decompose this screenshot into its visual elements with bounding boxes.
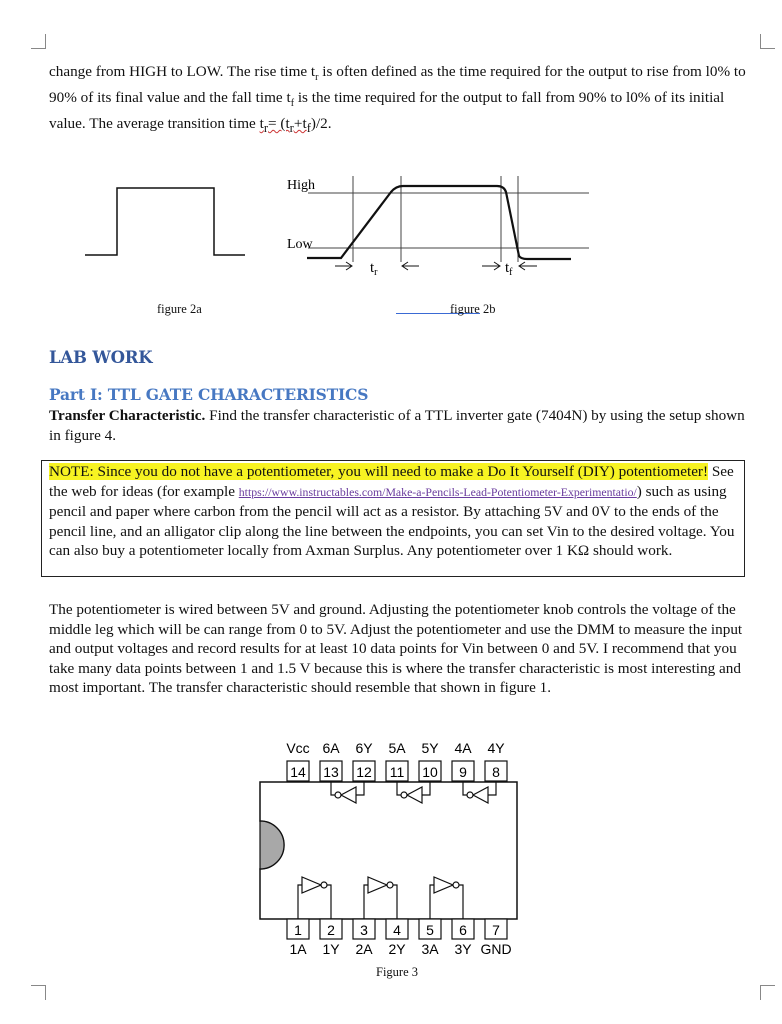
rise-time-symbol: $t_r$ xyxy=(310,63,319,84)
intro-text-1: change from HIGH to LOW. The rise time xyxy=(49,63,311,80)
top-pin-labels xyxy=(286,740,505,756)
intro-text-3: is the time required for the output to fall from 90% to l0% of its initial value. The average transition time xyxy=(49,89,725,133)
top-label-5y: 5Y xyxy=(421,740,439,756)
pin-7-number: 7 xyxy=(492,922,500,938)
intro-paragraph xyxy=(49,62,749,138)
top-label-vcc: Vcc xyxy=(286,740,310,756)
pin-1-number: 1 xyxy=(294,922,302,938)
bottom-label-3a: 3A xyxy=(421,941,439,957)
bottom-label-2y: 2Y xyxy=(388,941,406,957)
pin-10-number: 10 xyxy=(422,764,438,780)
fall-time-symbol: $t_f$ xyxy=(286,89,295,110)
tf-label: $t_f$ xyxy=(505,260,513,278)
high-label: High xyxy=(287,178,315,193)
top-label-4y: 4Y xyxy=(487,740,505,756)
bottom-label-2a: 2A xyxy=(355,941,373,957)
top-label-6y: 6Y xyxy=(355,740,373,756)
transfer-characteristic-title: Transfer Characteristic. xyxy=(49,407,206,424)
pin-2-number: 2 xyxy=(327,922,335,938)
note-highlight: NOTE: Since you do not have a potentiometer, you will need to make a Do It Yourself (DIY) potentiometer! xyxy=(49,463,709,480)
bottom-pins xyxy=(287,919,507,939)
transfer-characteristic-text: Find the transfer characteristic of a TTL inverter gate (7404N) by using the setup shown in figure 4. xyxy=(49,407,745,444)
figure-2a-caption: figure 2a xyxy=(157,302,202,316)
bottom-label-1a: 1A xyxy=(289,941,307,957)
low-label: Low xyxy=(287,237,313,252)
bottom-label-1y: 1Y xyxy=(322,941,340,957)
top-label-5a: 5A xyxy=(388,740,406,756)
timing-diagram xyxy=(85,168,595,293)
pin-14-number: 14 xyxy=(290,764,306,780)
figure-2b-caption: figure 2b xyxy=(450,302,496,316)
square-pulse-figure-2a xyxy=(85,188,245,255)
diy-potentiometer-note xyxy=(41,460,745,577)
crop-mark-top-left xyxy=(31,34,46,49)
bottom-pin-labels xyxy=(289,941,511,957)
top-label-4a: 4A xyxy=(454,740,472,756)
potentiometer-paragraph: The potentiometer is wired between 5V and ground. Adjusting the potentiometer knob controls the voltage of the middle leg which will be can range from 0 to 5V. Adjust the potentiometer and use the DMM to measure the input and output voltages and record results for at least 10 data points for Vin between 0 and 5V. I recommend that you take many data points between 1 and 1.5 V because this is where the transfer characteristic is most interesting and most important. The transfer characteristic should resemble that shown in figure 1. xyxy=(49,601,743,696)
transfer-characteristic-paragraph xyxy=(49,406,749,446)
transition-waveform-figure-2b xyxy=(307,176,589,270)
pin-6-number: 6 xyxy=(459,922,467,938)
average-transition-formula: $t_r= (t_r+t_f$ xyxy=(259,115,311,136)
pin-13-number: 13 xyxy=(323,764,339,780)
pin-9-number: 9 xyxy=(459,764,467,780)
part1-heading: Part I: TTL GATE CHARACTERISTICS xyxy=(49,385,369,404)
figure-3-caption: Figure 3 xyxy=(376,965,419,979)
note-text-1: See the web for ideas (for example xyxy=(49,463,734,500)
tr-label: $t_r$ xyxy=(370,260,378,278)
bottom-label-3y: 3Y xyxy=(454,941,472,957)
top-pins xyxy=(287,761,507,781)
pin-11-number: 11 xyxy=(389,764,405,780)
bottom-label-gnd: GND xyxy=(480,941,512,957)
ic-7404-pinout xyxy=(246,735,536,960)
crop-mark-bottom-left xyxy=(31,985,46,1000)
formula-end: )/2. xyxy=(310,115,332,133)
pin-4-number: 4 xyxy=(393,922,401,938)
pin-12-number: 12 xyxy=(356,764,372,780)
pin-8-number: 8 xyxy=(492,764,500,780)
pin-5-number: 5 xyxy=(426,922,434,938)
note-text-2: ) such as using pencil and paper where carbon from the pencil will act as a resistor. By attaching 5V and 0V to the ends of the pencil line, and an alligator clip along the line between the endpoints, you can set Vin to the desired voltage. You can also buy a potentiometer locally from Axman Surplus. Any potentiometer over 1 KΩ should work. xyxy=(49,482,735,559)
crop-mark-bottom-right xyxy=(760,985,775,1000)
intro-text-2: is often defined as the time required for the output to rise from l0% to 90% of its final value and the fall time xyxy=(49,63,746,107)
instructables-link[interactable]: https://www.instructables.com/Make-a-Pencils-Lead-Potentiometer-Experimentatio/ xyxy=(238,484,637,499)
top-label-6a: 6A xyxy=(322,740,340,756)
crop-mark-top-right xyxy=(760,34,775,49)
pin-3-number: 3 xyxy=(360,922,368,938)
lab-work-heading: LAB WORK xyxy=(49,348,153,367)
